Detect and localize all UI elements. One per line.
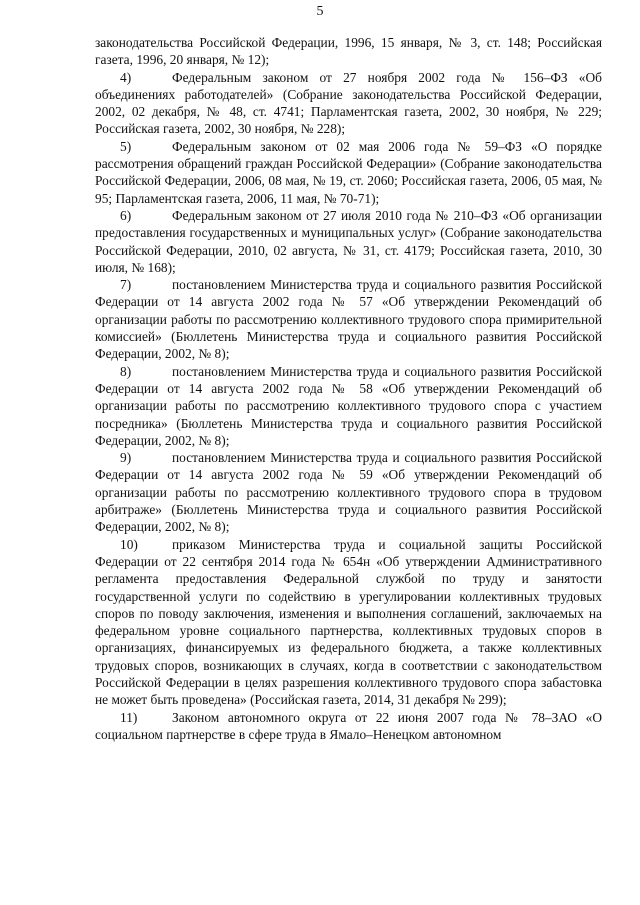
list-item-number: 5) [120, 138, 132, 154]
list-item-6 [95, 207, 602, 276]
list-item-11 [95, 709, 602, 744]
list-item-text: постановлением Министерства труда и социального развития Российской Федерации от 14 августа 2002 года № 58 «Об утверждении Рекомендаций об организации работы по рассмотрению коллективного трудового спора с участием посредника» (Бюллетень Министерства труда и социального развития Российской Федерации, 2002, № 8); [95, 363, 602, 448]
paragraph-continued [95, 34, 602, 69]
list-item-text: Федеральным законом от 27 июля 2010 года № 210–ФЗ «Об организации предоставления государственных и муниципальных услуг» (Собрание законодательства Российской Федерации, 2010, 02 августа, № 31, ст. 4179; Российская газета, 2010, 30 июля, № 168); [95, 207, 602, 275]
list-item-9 [95, 449, 602, 535]
list-item-10 [95, 536, 602, 709]
list-item-number: 6) [120, 207, 132, 223]
list-item-number: 11) [120, 709, 138, 725]
list-item-5 [95, 138, 602, 207]
list-item-text: Законом автономного округа от 22 июня 2007 года № 78–ЗАО «О социальном партнерстве в сфере труда в Ямало–Ненецком автономном [95, 709, 602, 742]
list-item-text: приказом Министерства труда и социальной защиты Российской Федерации от 22 сентября 2014 года № 654н «Об утверждении Административного регламента предоставления Федеральной службой по труду и занятости государственной услуги по содействию в урегулировании коллективных трудовых споров по поводу заключения, изменения и выполнения соглашений, заключаемых на федеральном уровне социального партнерства, коллективных трудовых споров в организациях, финансируемых из федерального бюджета, а также коллективных трудовых споров, возникающих в случаях, когда в соответствии с законодательством Российской Федерации в целях разрешения коллективного трудового спора забастовка не может быть проведена» (Российская газета, 2014, 31 декабря № 299); [95, 536, 602, 708]
list-item-7 [95, 276, 602, 362]
list-item-text: Федеральным законом от 27 ноября 2002 года № 156–ФЗ «Об объединениях работодателей» (Собрание законодательства Российской Федерации, 2002, 02 декабря, № 48, ст. 4741; Парламентская газета, 2002, 30 ноября, № 229; Российская газета, 2002, 30 ноября, № 228); [95, 69, 602, 137]
paragraph-text: законодательства Российской Федерации, 1996, 15 января, № 3, ст. 148; Российская газета, 1996, 20 января, № 12); [95, 35, 602, 68]
document-body [95, 34, 602, 743]
list-item-number: 10) [120, 536, 138, 552]
list-item-number: 4) [120, 69, 132, 85]
list-item-text: Федеральным законом от 02 мая 2006 года № 59–ФЗ «О порядке рассмотрения обращений граждан Российской Федерации» (Собрание законодательства Российской Федерации, 2006, 08 мая, № 19, ст. 2060; Российская газета, 2006, 05 мая, № 95; Парламентская газета, 2006, 11 мая, № 70-71); [95, 138, 602, 206]
list-item-text: постановлением Министерства труда и социального развития Российской Федерации от 14 августа 2002 года № 59 «Об утверждении Рекомендаций об организации работы по рассмотрению коллективного трудового спора в трудовом арбитраже» (Бюллетень Министерства труда и социального развития Российской Федерации, 2002, № 8); [95, 450, 602, 535]
list-item-number: 7) [120, 277, 132, 293]
list-item-number: 8) [120, 363, 132, 379]
list-item-number: 9) [120, 450, 132, 466]
page-number: 5 [316, 4, 324, 19]
list-item-4 [95, 69, 602, 138]
list-item-text: постановлением Министерства труда и социального развития Российской Федерации от 14 августа 2002 года № 57 «Об утверждении Рекомендаций об организации работы по рассмотрению коллективного трудового спора примирительной комиссией» (Бюллетень Министерства труда и социального развития Российской Федерации, 2002, № 8); [95, 277, 602, 362]
list-item-8 [95, 363, 602, 449]
